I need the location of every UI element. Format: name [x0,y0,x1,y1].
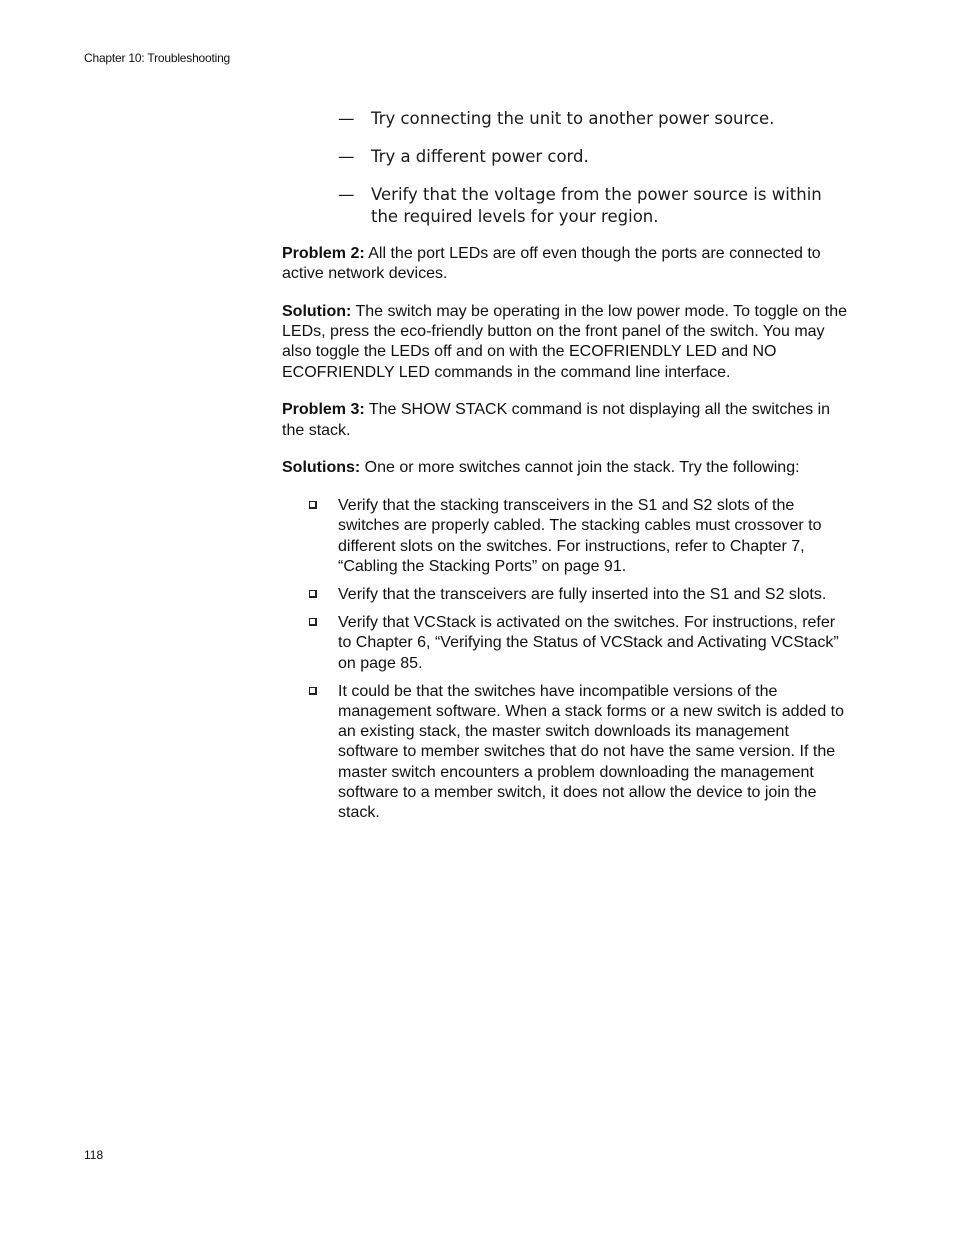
dash-list [338,108,838,244]
problem-3-label: Problem 3: [282,401,365,419]
running-header: Chapter 10: Troubleshooting [84,51,231,65]
list-item [282,682,847,823]
dash-item-text: Try a different power cord. [371,147,589,166]
em-dash-marker: — [338,185,355,204]
page-number: 118 [84,1148,104,1162]
list-item [282,613,847,674]
main-content [282,244,847,831]
box-bullet-icon [309,618,317,626]
list-item-text: Verify that the stacking transceivers in the S1 and S2 slots of the switches are properly cabled. The stacking cables must crossover to different slots on the switches. For instructions, refer to Chapter 7, “Cabling the Stacking Ports” on page 91. [338,497,822,575]
solution-2-paragraph [282,302,847,383]
problem-3-text: The SHOW STACK command is not displaying all the switches in the stack. [282,401,831,439]
problem-2-label: Problem 2: [282,245,365,262]
problem-2-paragraph [282,244,847,284]
solution-3-text: One or more switches cannot join the stack. Try the following: [360,459,800,477]
problem-3-paragraph [282,400,847,440]
list-item-text: Verify that VCStack is activated on the switches. For instructions, refer to Chapter 6, “Verifying the Status of VCStack and Activating VCStack” on page 85. [338,614,839,672]
box-bullet-icon [309,590,317,598]
em-dash-marker: — [338,109,355,128]
dash-list-item [338,108,838,130]
solution-3-label: Solutions: [282,459,361,477]
solution-2-label: Solution: [282,303,352,320]
problem-2-text: All the port LEDs are off even though the ports are connected to active network devices. [282,245,821,283]
dash-list-item [338,146,838,168]
solution-3-paragraph [282,458,847,478]
dash-list-item [338,184,838,228]
list-item-text: Verify that the transceivers are fully inserted into the S1 and S2 slots. [338,586,827,604]
checkbox-bullet-list [282,496,847,823]
list-item-text: It could be that the switches have incompatible versions of the management software. When a stack forms or a new switch is added to an existing stack, the master switch downloads its management software to member switches that do not have the same version. If the master switch encounters a problem downloading the management software to a member switch, it does not allow the device to join the stack. [338,682,845,822]
list-item [282,496,847,577]
list-item [282,585,847,605]
em-dash-marker: — [338,147,355,166]
dash-item-text: Verify that the voltage from the power source is within the required levels for your region. [371,185,822,226]
box-bullet-icon [309,501,317,509]
box-bullet-icon [309,687,317,695]
dash-item-text: Try connecting the unit to another power source. [371,109,775,128]
solution-2-text: The switch may be operating in the low power mode. To toggle on the LEDs, press the eco-friendly button on the front panel of the switch. You may also toggle the LEDs off and on with the ECOFRIENDLY LED and NO ECOFRIENDLY LED commands in the command line interface. [282,303,848,381]
